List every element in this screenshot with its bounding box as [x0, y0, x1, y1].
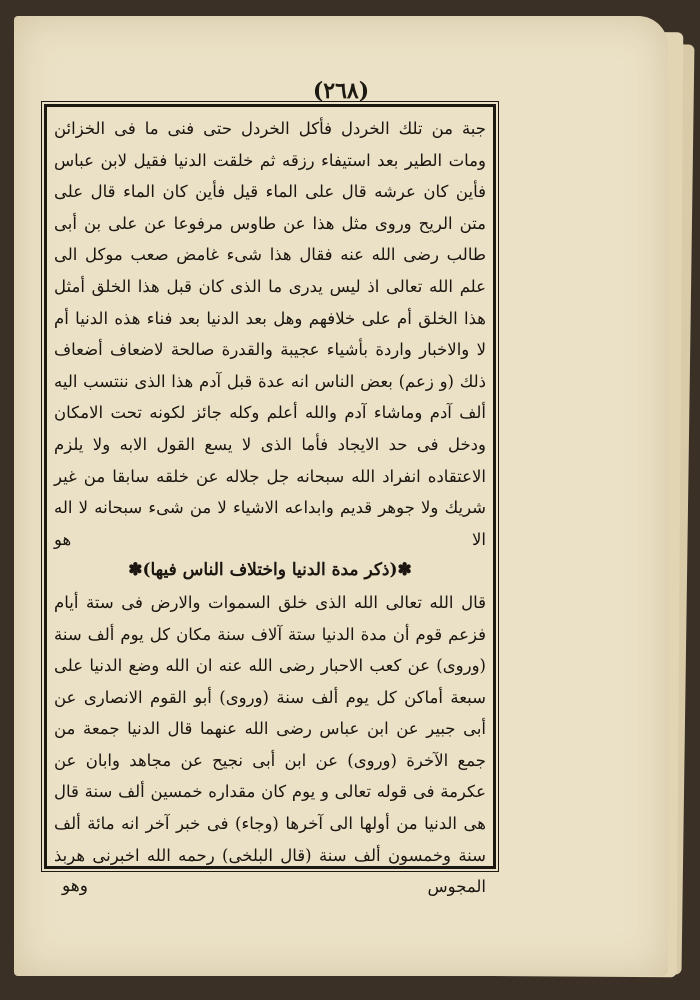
section-heading: ✽(ذكر مدة الدنيا واختلاف الناس فيها)✽: [128, 560, 412, 581]
catchword: وهو: [62, 876, 88, 896]
main-text-block: [54, 113, 486, 903]
page-number: (٢٦٨): [312, 78, 370, 104]
paragraph-age-of-world: قال الله تعالى الله الذى خلق السموات والارض فى ستة أيام فزعم قوم أن مدة الدنيا ستة آلاف سنة مكان كل يوم ألف سنة (وروى) عن كعب الاحبار رضى الله عنه ان الله وضع الدنيا على سبعة أماكن كل يوم ألف سنة (وروى) أبو القوم الانصارى عن أبى جبير عن ابن عباس رضى الله عنهما قال الدنيا جمعة من جمع الآخرة (وروى) عن ابن أبى نجيح عن مجاهد وابان عن عكرمة فى قوله تعالى و يوم كان مقداره خمسين ألف سنة قال هى الدنيا من أولها الى آخرها (وجاء) فى خبر آخر انه مائة ألف سنة وخمسون ألف سنة (قال البلخى) رحمه الله اخبرنى هربذ المجوس: [54, 592, 486, 897]
paragraph-creation: جبة من تلك الخردل فأكل الخردل حتى فنى ما فى الخزائن ومات الطير بعد استيفاء رزقه ثم خلقت الدنيا فقيل لابن عباس فأين كان عرشه قال على الماء قيل فأين كان الماء قال على متن الريح وروى مثل هذا عن طاوس مرفوعا عن على بن أبى طالب رضى الله عنه فقال هذا شىء غامض صعب موكل الى علم الله تعالى اذ ليس يدرى ما الذى كان قبل هذا الخلق أمثل هذا الخلق أم على خلافهم وهل بعد الدنيا بعد فناء هذه الدنيا أم لا والاخبار واردة بأشياء عجيبة والقدرة صالحة لاضعاف أضعاف ذلك (و زعم) بعض الناس انه عدة قبل آدم هذا الذى ننتسب اليه ألف آدم وماشاء آدم والله أعلم وكله جائز لكونه تحت الامكان ودخل فى حد الايجاد فأما الذى لا يسع القول الابه ولا يلزم الاعتقاده انفراد الله سبحانه جل جلاله عن خلقه سابقا من غير شريك ولا جوهر قديم وابداعه الاشياء لا من شىء سبحانه لا اله الا هو: [54, 119, 486, 549]
book-page: [14, 16, 668, 976]
